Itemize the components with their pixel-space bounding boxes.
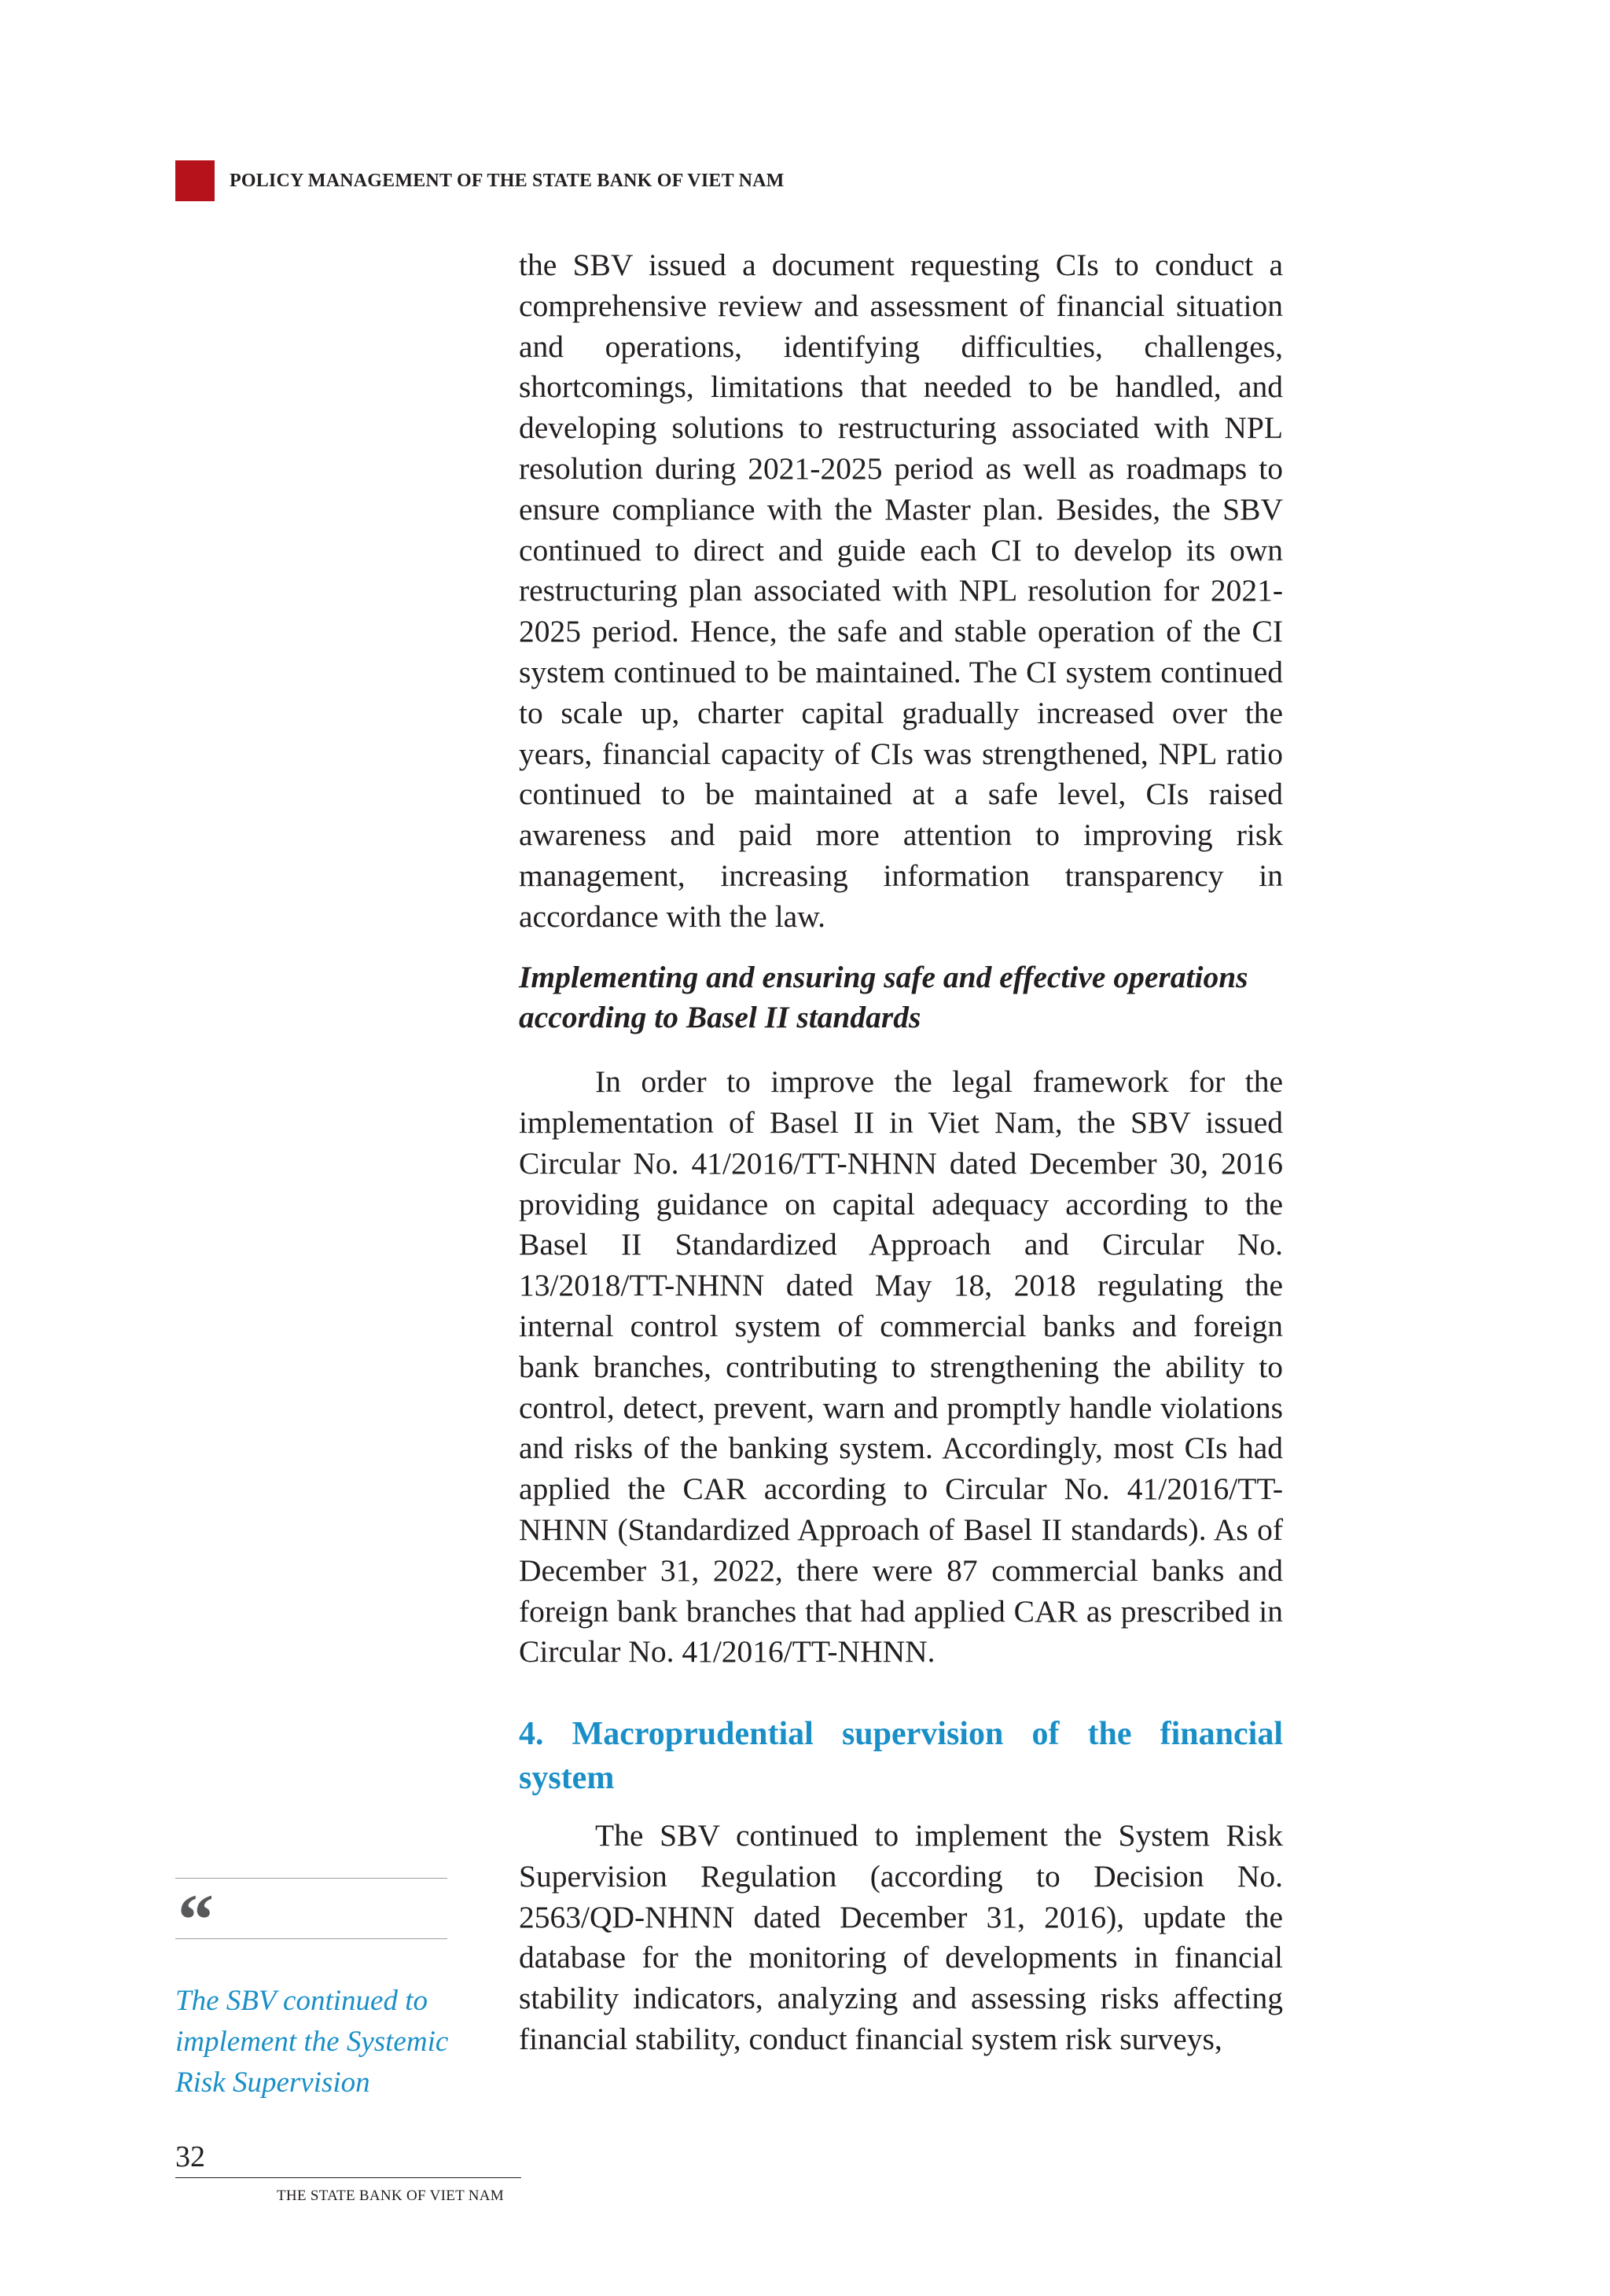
main-text-column xyxy=(519,245,1283,2060)
section-heading-macroprudential: 4. Macroprudential supervision of the financial system xyxy=(519,1716,1283,1797)
pull-quote-text: The SBV continued to implement the Systemic Risk Supervision xyxy=(175,1985,449,2099)
quote-mark-icon: “ xyxy=(178,1879,214,1960)
subheading-basel-ii: Implementing and ensuring safe and effective operations according to Basel II standards xyxy=(519,959,1248,1035)
footer-publisher: THE STATE BANK OF VIET NAM xyxy=(277,2188,504,2204)
running-header-title: POLICY MANAGEMENT OF THE STATE BANK OF VIET NAM xyxy=(230,171,785,191)
footer-rule xyxy=(175,2177,521,2178)
page-number: 32 xyxy=(175,2140,205,2173)
body-paragraph-macroprudential: The SBV continued to implement the System Risk Supervision Regulation (according to Decision No. 2563/QD-NHNN dated December 31, 2016), update the database for the monitoring of developments in financial stability indicators, analyzing and assessing risks affecting financial stability, conduct financial system risk surveys, xyxy=(519,1818,1283,2057)
pull-quote-bottom-rule xyxy=(175,1938,447,1939)
body-paragraph-continued: the SBV issued a document requesting CIs to conduct a comprehensive review and assessment of financial situation and operations, identifying difficulties, challenges, shortcomings, limitations that needed to be handled, and developing solutions to restructuring associated with NPL resolution during 2021-2025 period as well as roadmaps to ensure compliance with the Master plan. Besides, the SBV continued to direct and guide each CI to develop its own restructuring plan associated with NPL resolution for 2021-2025 period. Hence, the safe and stable operation of the CI system continued to be maintained. The CI system continued to scale up, charter capital gradually increased over the years, financial capacity of CIs was strengthened, NPL ratio continued to be maintained at a safe level, CIs raised awareness and paid more attention to improving risk management, increasing information transparency in accordance with the law. xyxy=(519,248,1283,934)
pull-quote-top-rule xyxy=(175,1878,447,1879)
body-paragraph-basel: In order to improve the legal framework for the implementation of Basel II in Viet Nam, the SBV issued Circular No. 41/2016/TT-NHNN dated December 30, 2016 providing guidance on capital adequacy according to the Basel II Standardized Approach and Circular No. 13/2018/TT-NHNN dated May 18, 2018 regulating the internal control system of commercial banks and foreign bank branches, contributing to strengthening the ability to control, detect, prevent, warn and promptly handle violations and risks of the banking system. Accordingly, most CIs had applied the CAR according to Circular No. 41/2016/TT-NHNN (Standardized Approach of Basel II standards). As of December 31, 2022, there were 87 commercial banks and foreign bank branches that had applied CAR as prescribed in Circular No. 41/2016/TT-NHNN. xyxy=(519,1064,1283,1670)
header-accent-block xyxy=(175,160,215,201)
